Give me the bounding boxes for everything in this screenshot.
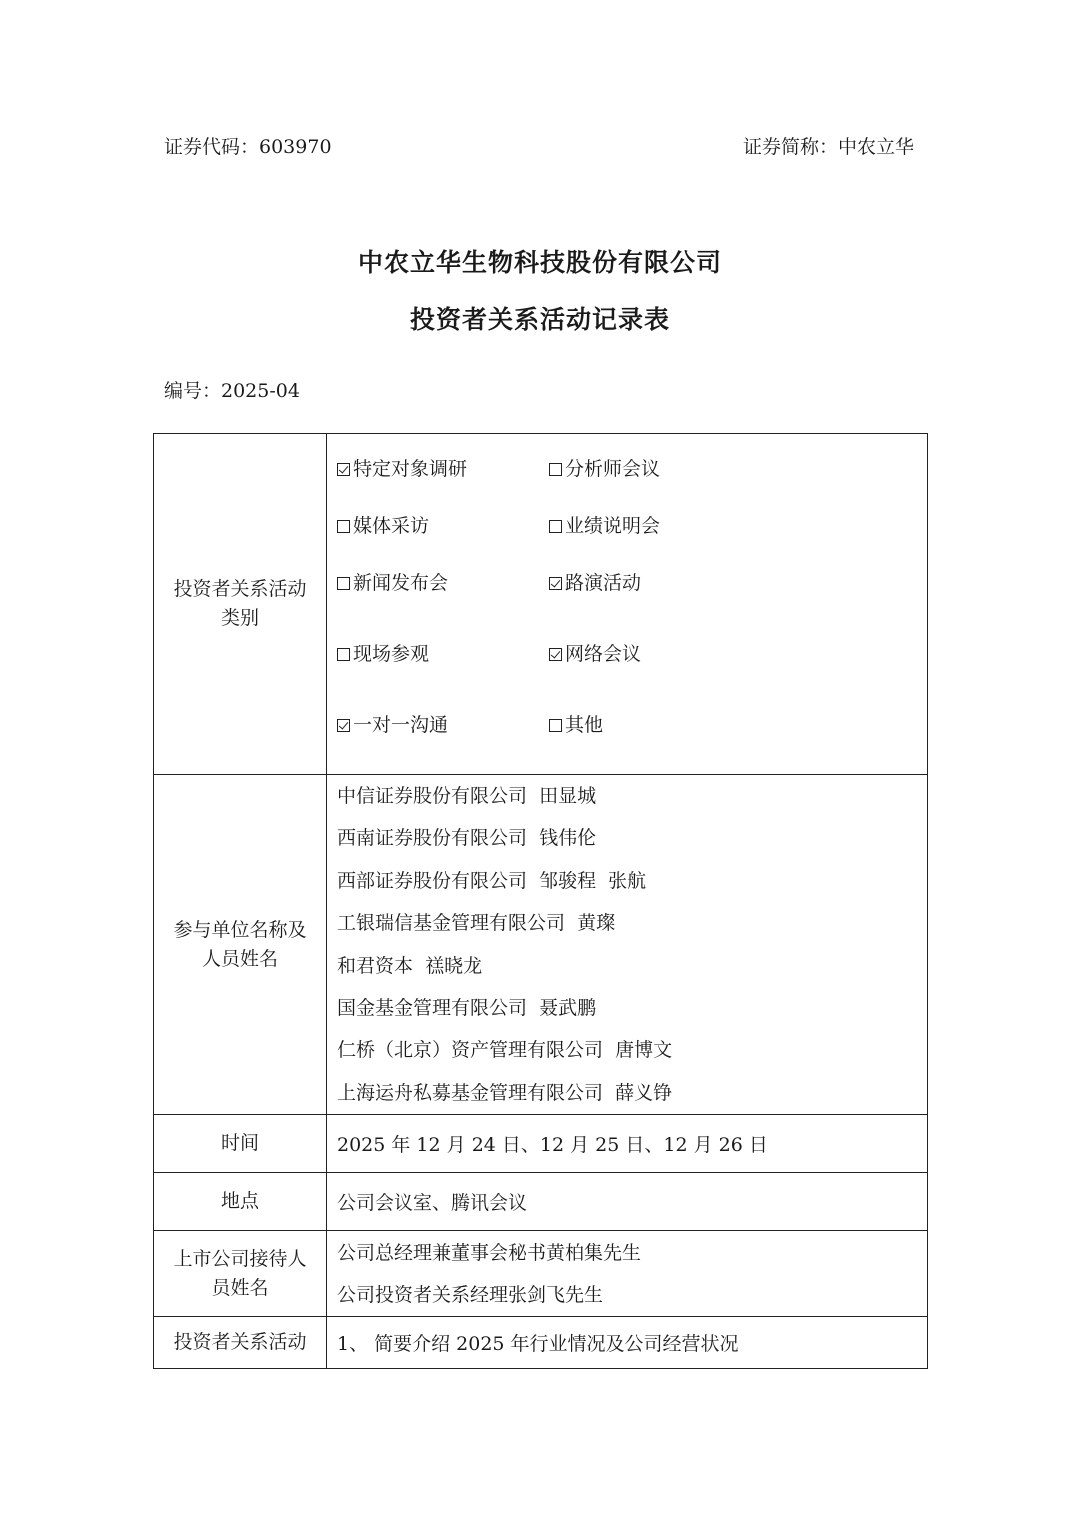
row-participants [154, 775, 928, 1115]
row-category [154, 434, 928, 775]
participant-entry: 仁桥（北京）资产管理有限公司 唐博文 [337, 1039, 673, 1062]
category-option-label: 其他 [565, 714, 604, 736]
unchecked-box-icon [337, 648, 350, 661]
reception-list [337, 1232, 927, 1316]
category-option-label: 业绩说明会 [565, 515, 661, 537]
category-options [337, 434, 927, 774]
serial-number: 编号：2025-04 [164, 380, 300, 402]
reception-entry: 公司总经理兼董事会秘书黄柏集先生 [337, 1241, 642, 1264]
place-value: 公司会议室、腾讯会议 [327, 1173, 928, 1231]
reception-cell [327, 1231, 928, 1317]
unchecked-box-icon [549, 520, 562, 533]
category-option [549, 568, 641, 595]
participant-entry: 中信证券股份有限公司 田显城 [337, 785, 597, 807]
category-option-label: 一对一沟通 [353, 714, 449, 736]
category-option-label: 路演活动 [565, 572, 642, 594]
category-option [549, 639, 641, 666]
participant-entry: 和君资本 禚晓龙 [337, 954, 483, 977]
stock-abbreviation: 证券简称：中农立华 [742, 136, 914, 158]
category-option-label: 现场参观 [353, 643, 430, 665]
category-option-label: 网络会议 [565, 643, 642, 665]
participant-entry: 工银瑞信基金管理有限公司 黄璨 [337, 912, 616, 935]
unchecked-box-icon [337, 577, 350, 590]
time-value: 2025 年 12 月 24 日、12 月 25 日、12 月 26 日 [327, 1115, 928, 1173]
participant-entry: 西部证券股份有限公司 邹骏程 张航 [337, 869, 647, 892]
participant-entry: 国金基金管理有限公司 聂武鹏 [337, 996, 597, 1019]
category-option [337, 639, 429, 666]
row-place [154, 1173, 928, 1231]
unchecked-box-icon [337, 520, 350, 533]
participants-cell [327, 775, 928, 1115]
participant-entry: 西南证券股份有限公司 钱伟伦 [337, 827, 597, 850]
category-option [549, 454, 660, 481]
reception-label: 上市公司接待人员姓名 [173, 1247, 307, 1299]
stock-code: 证券代码：603970 [164, 136, 332, 158]
company-title: 中农立华生物科技股份有限公司 [357, 248, 722, 277]
category-label-cell [154, 434, 327, 775]
row-activity [154, 1317, 928, 1369]
category-option [549, 511, 660, 538]
checked-box-icon [549, 648, 562, 661]
time-label: 时间 [220, 1132, 259, 1155]
category-option-label: 媒体采访 [353, 515, 430, 537]
row-reception [154, 1231, 928, 1317]
time-label-cell [154, 1115, 327, 1173]
checked-box-icon [549, 577, 562, 590]
category-options-cell [327, 434, 928, 775]
category-option [337, 568, 448, 595]
participants-label-cell [154, 775, 327, 1115]
row-time [154, 1115, 928, 1173]
participant-entry: 上海运舟私募基金管理有限公司 薛义铮 [337, 1081, 673, 1104]
category-label: 投资者关系活动类别 [173, 578, 307, 629]
checked-box-icon [337, 719, 350, 732]
activity-value: 1、 简要介绍 2025 年行业情况及公司经营状况 [327, 1317, 928, 1369]
checked-box-icon [337, 463, 350, 476]
category-option [337, 710, 448, 737]
category-option [337, 511, 429, 538]
unchecked-box-icon [549, 463, 562, 476]
category-option-label: 新闻发布会 [353, 572, 449, 594]
category-option [337, 454, 467, 481]
participants-list [337, 775, 927, 1114]
category-option [549, 710, 603, 737]
activity-label-cell [154, 1317, 327, 1369]
category-option-label: 分析师会议 [565, 458, 661, 480]
participants-label: 参与单位名称及人员姓名 [173, 918, 307, 970]
activity-label: 投资者关系活动 [173, 1331, 307, 1354]
unchecked-box-icon [549, 719, 562, 732]
record-table [153, 433, 928, 1369]
place-label: 地点 [220, 1190, 259, 1213]
place-label-cell [154, 1173, 327, 1231]
category-option-label: 特定对象调研 [353, 458, 468, 480]
document-title: 投资者关系活动记录表 [409, 305, 670, 334]
reception-label-cell [154, 1231, 327, 1317]
reception-entry: 公司投资者关系经理张剑飞先生 [337, 1283, 604, 1306]
